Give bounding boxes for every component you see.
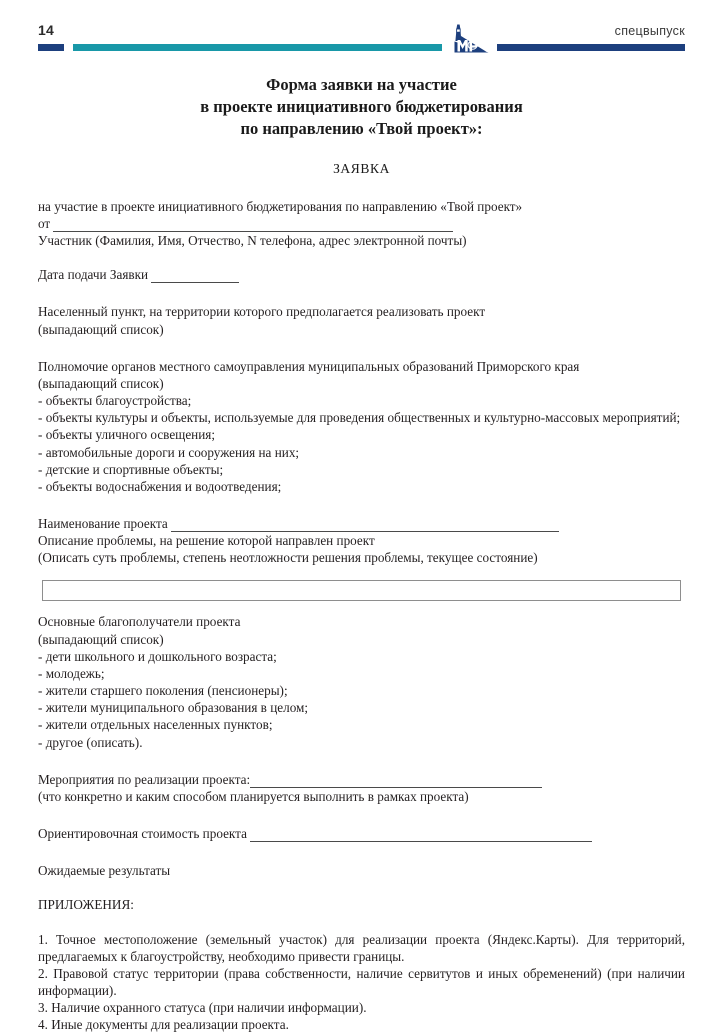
locality-label: Населенный пункт, на территории которого предполагается реализовать проект	[38, 304, 486, 320]
header-rule-navy	[497, 44, 685, 51]
beneficiary-option[interactable]: - другое (описать).	[38, 734, 143, 750]
page-number: 14	[38, 22, 54, 38]
authority-option[interactable]: - объекты благоустройства;	[38, 393, 192, 409]
date-input[interactable]	[151, 270, 239, 283]
participant-hint: Участник (Фамилия, Имя, Отчество, N телефона, адрес электронной почты)	[38, 233, 467, 249]
beneficiaries-dropdown-hint: (выпадающий список)	[38, 631, 164, 647]
beneficiary-option[interactable]: - жители муниципального образования в целом;	[38, 700, 309, 716]
document-body	[0, 62, 723, 1033]
edition-label: спецвыпуск	[614, 24, 685, 38]
page-header	[0, 0, 723, 62]
date-field-row	[38, 266, 685, 283]
page-title-line-2: в проекте инициативного бюджетирования	[200, 96, 523, 116]
appendix-item: 3. Наличие охранного статуса (при наличии информации).	[38, 1000, 367, 1016]
problem-description-textbox[interactable]	[42, 580, 681, 601]
measures-row	[38, 771, 685, 788]
beneficiaries-label: Основные благополучатели проекта	[38, 614, 241, 630]
page-title-line-3: по направлению «Твой проект»:	[240, 118, 483, 138]
authority-option[interactable]: - объекты уличного освещения;	[38, 427, 216, 443]
appendix-item: 1. Точное местоположение (земельный участок) для реализации проекта (Яндекс.Карты). Для территорий, предлагаемых к благоустройству, необходимо привести границы.	[38, 931, 685, 964]
authority-option[interactable]: - объекты культуры и объекты, используемые для проведения общественных и культурно-массовых мероприятий;	[38, 410, 681, 426]
from-label: от	[38, 215, 51, 231]
appendices-heading: ПРИЛОЖЕНИЯ:	[38, 897, 134, 913]
authority-option[interactable]: - детские и спортивные объекты;	[38, 461, 224, 477]
beneficiary-option[interactable]: - жители отдельных населенных пунктов;	[38, 717, 273, 733]
locality-dropdown-hint: (выпадающий список)	[38, 321, 164, 337]
page-title	[0, 74, 723, 140]
authority-option[interactable]: - объекты водоснабжения и водоотведения;	[38, 478, 282, 494]
problem-description-label: Описание проблемы, на решение которой направлен проект	[38, 533, 375, 549]
appendix-item: 2. Правовой статус территории (права собственности, наличие сервитутов и иных обременений) (при наличии информации).	[38, 965, 685, 998]
newspaper-masthead-logo	[448, 20, 494, 54]
header-rule-teal	[73, 44, 442, 51]
page-number-rule	[38, 44, 64, 51]
problem-description-hint: (Описать суть проблемы, степень неотложности решения проблемы, текущее состояние)	[38, 550, 538, 566]
from-field-row	[38, 215, 685, 232]
appendix-item: 4. Иные документы для реализации проекта.	[38, 1017, 289, 1033]
from-input[interactable]	[53, 219, 453, 232]
intro-line: на участие в проекте инициативного бюджетирования по направлению «Твой проект»	[38, 198, 523, 214]
authority-dropdown-hint: (выпадающий список)	[38, 375, 164, 391]
page-title-line-1: Форма заявки на участие	[266, 75, 457, 94]
project-name-label: Наименование проекта	[38, 516, 168, 531]
expected-results-label: Ожидаемые результаты	[38, 863, 171, 879]
project-name-input[interactable]	[171, 519, 559, 532]
cost-label: Ориентировочная стоимость проекта	[38, 826, 247, 842]
measures-hint: (что конкретно и каким способом планируется выполнить в рамках проекта)	[38, 788, 469, 804]
beneficiary-option[interactable]: - дети школьного и дошкольного возраста;	[38, 648, 277, 664]
beneficiary-option[interactable]: - молодежь;	[38, 665, 105, 681]
date-label: Дата подачи Заявки	[38, 267, 149, 283]
beneficiary-option[interactable]: - жители старшего поколения (пенсионеры);	[38, 683, 288, 699]
cost-input[interactable]	[250, 829, 592, 842]
authority-label: Полномочие органов местного самоуправления муниципальных образований Приморского края	[38, 358, 580, 374]
measures-label: Мероприятия по реализации проекта:	[38, 771, 251, 787]
project-name-row	[38, 515, 685, 532]
measures-input[interactable]	[250, 775, 542, 788]
authority-option[interactable]: - автомобильные дороги и сооружения на них;	[38, 444, 300, 460]
cost-row	[38, 825, 685, 842]
form-content	[0, 198, 723, 1033]
form-subtitle: ЗАЯВКА	[333, 160, 390, 176]
